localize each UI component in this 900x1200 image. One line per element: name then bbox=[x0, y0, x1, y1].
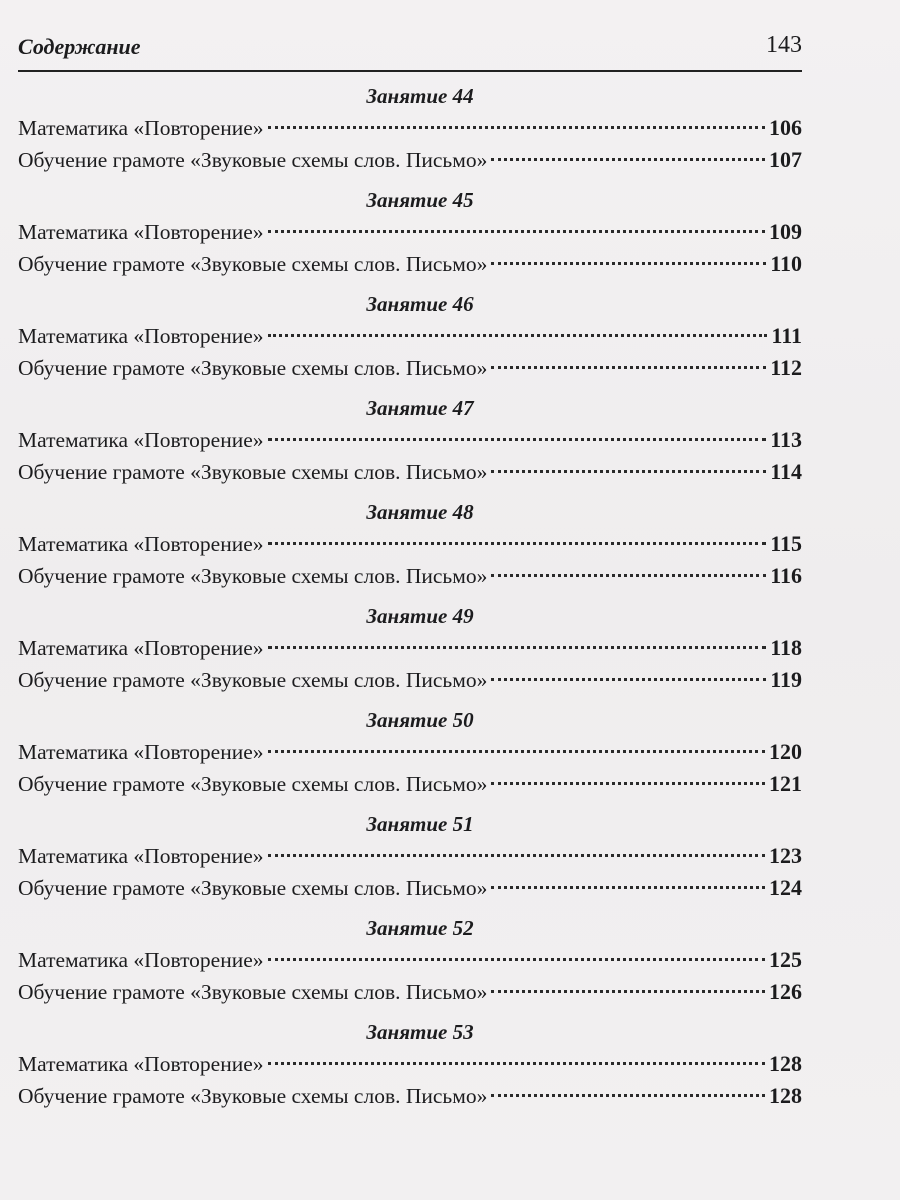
toc-entry-page: 112 bbox=[770, 355, 802, 380]
lesson-block bbox=[18, 912, 802, 1016]
toc-entry-page: 125 bbox=[769, 947, 802, 972]
toc-entry-page: 109 bbox=[769, 219, 802, 244]
toc-entry-page: 115 bbox=[770, 531, 802, 556]
table-of-contents bbox=[18, 80, 802, 1120]
toc-entry[interactable] bbox=[18, 248, 802, 280]
toc-entry-page: 113 bbox=[770, 427, 802, 452]
toc-entry-page: 121 bbox=[769, 771, 802, 796]
spacer bbox=[18, 800, 802, 808]
toc-entry-title: Математика «Повторение» bbox=[18, 532, 264, 556]
lesson-block bbox=[18, 600, 802, 704]
toc-entry[interactable] bbox=[18, 320, 802, 352]
toc-entry-page: 114 bbox=[770, 459, 802, 484]
toc-entry-title: Обучение грамоте «Звуковые схемы слов. Письмо» bbox=[18, 772, 488, 796]
toc-entry-title: Обучение грамоте «Звуковые схемы слов. Письмо» bbox=[18, 980, 488, 1004]
lesson-title: Занятие 51 bbox=[366, 812, 474, 836]
spacer bbox=[18, 1008, 802, 1016]
toc-entry-page: 107 bbox=[769, 147, 802, 172]
dot-leader bbox=[491, 886, 765, 889]
toc-entry-title: Обучение грамоте «Звуковые схемы слов. Письмо» bbox=[18, 1084, 488, 1108]
section-title: Содержание bbox=[18, 34, 141, 59]
toc-entry-title: Обучение грамоте «Звуковые схемы слов. Письмо» bbox=[18, 460, 488, 484]
toc-entry-title: Математика «Повторение» bbox=[18, 428, 264, 452]
dot-leader bbox=[491, 262, 766, 265]
lesson-title: Занятие 47 bbox=[366, 396, 474, 420]
lesson-title: Занятие 46 bbox=[366, 292, 474, 316]
dot-leader bbox=[491, 470, 766, 473]
toc-entry-page: 120 bbox=[769, 739, 802, 764]
toc-entry-page: 128 bbox=[769, 1051, 802, 1076]
toc-entry[interactable] bbox=[18, 840, 802, 872]
dot-leader bbox=[268, 334, 768, 337]
dot-leader bbox=[268, 646, 767, 649]
toc-entry-title: Математика «Повторение» bbox=[18, 116, 264, 140]
page-number: 143 bbox=[766, 32, 802, 58]
dot-leader bbox=[491, 1094, 765, 1097]
toc-entry[interactable] bbox=[18, 352, 802, 384]
toc-entry-title: Обучение грамоте «Звуковые схемы слов. Письмо» bbox=[18, 252, 488, 276]
lesson-block bbox=[18, 496, 802, 600]
toc-entry[interactable] bbox=[18, 944, 802, 976]
toc-entry-page: 110 bbox=[770, 251, 802, 276]
toc-entry-page: 128 bbox=[769, 1083, 802, 1108]
dot-leader bbox=[491, 990, 765, 993]
toc-entry-title: Обучение грамоте «Звуковые схемы слов. Письмо» bbox=[18, 876, 488, 900]
lesson-block bbox=[18, 808, 802, 912]
toc-entry-page: 119 bbox=[770, 667, 802, 692]
toc-entry-page: 116 bbox=[770, 563, 802, 588]
toc-entry-title: Обучение грамоте «Звуковые схемы слов. Письмо» bbox=[18, 148, 488, 172]
spacer bbox=[18, 488, 802, 496]
dot-leader bbox=[491, 782, 765, 785]
spacer bbox=[18, 384, 802, 392]
dot-leader bbox=[268, 126, 765, 129]
lesson-title: Занятие 45 bbox=[366, 188, 474, 212]
spacer bbox=[18, 696, 802, 704]
toc-entry-title: Математика «Повторение» bbox=[18, 740, 264, 764]
spacer bbox=[18, 280, 802, 288]
page-header bbox=[18, 30, 802, 72]
spacer bbox=[18, 904, 802, 912]
dot-leader bbox=[491, 678, 766, 681]
lesson-block bbox=[18, 704, 802, 808]
dot-leader bbox=[268, 230, 765, 233]
toc-entry[interactable] bbox=[18, 560, 802, 592]
spacer bbox=[18, 592, 802, 600]
toc-entry[interactable] bbox=[18, 144, 802, 176]
toc-entry[interactable] bbox=[18, 976, 802, 1008]
toc-entry-title: Обучение грамоте «Звуковые схемы слов. Письмо» bbox=[18, 356, 488, 380]
toc-entry-title: Обучение грамоте «Звуковые схемы слов. Письмо» bbox=[18, 668, 488, 692]
dot-leader bbox=[268, 1062, 765, 1065]
lesson-title: Занятие 44 bbox=[366, 84, 474, 108]
toc-entry[interactable] bbox=[18, 528, 802, 560]
toc-entry-page: 124 bbox=[769, 875, 802, 900]
toc-entry-page: 106 bbox=[769, 115, 802, 140]
toc-entry[interactable] bbox=[18, 424, 802, 456]
toc-entry-title: Математика «Повторение» bbox=[18, 1052, 264, 1076]
dot-leader bbox=[268, 854, 765, 857]
lesson-title: Занятие 50 bbox=[366, 708, 474, 732]
toc-entry[interactable] bbox=[18, 1048, 802, 1080]
dot-leader bbox=[268, 958, 765, 961]
toc-entry[interactable] bbox=[18, 632, 802, 664]
dot-leader bbox=[268, 438, 767, 441]
toc-entry-title: Математика «Повторение» bbox=[18, 844, 264, 868]
toc-entry-title: Математика «Повторение» bbox=[18, 324, 264, 348]
dot-leader bbox=[268, 542, 767, 545]
toc-entry[interactable] bbox=[18, 664, 802, 696]
toc-entry-page: 111 bbox=[771, 323, 802, 348]
toc-entry-page: 123 bbox=[769, 843, 802, 868]
lesson-block bbox=[18, 80, 802, 184]
toc-entry[interactable] bbox=[18, 736, 802, 768]
lesson-block bbox=[18, 1016, 802, 1120]
toc-entry[interactable] bbox=[18, 1080, 802, 1112]
toc-entry[interactable] bbox=[18, 768, 802, 800]
lesson-block bbox=[18, 184, 802, 288]
dot-leader bbox=[491, 574, 766, 577]
toc-entry[interactable] bbox=[18, 216, 802, 248]
lesson-title: Занятие 52 bbox=[366, 916, 474, 940]
toc-entry[interactable] bbox=[18, 456, 802, 488]
lesson-title: Занятие 48 bbox=[366, 500, 474, 524]
spacer bbox=[18, 1112, 802, 1120]
spacer bbox=[18, 176, 802, 184]
lesson-block bbox=[18, 288, 802, 392]
dot-leader bbox=[491, 158, 765, 161]
toc-entry[interactable] bbox=[18, 112, 802, 144]
toc-entry-title: Обучение грамоте «Звуковые схемы слов. Письмо» bbox=[18, 564, 488, 588]
toc-entry[interactable] bbox=[18, 872, 802, 904]
dot-leader bbox=[268, 750, 765, 753]
toc-entry-title: Математика «Повторение» bbox=[18, 636, 264, 660]
lesson-block bbox=[18, 392, 802, 496]
lesson-title: Занятие 53 bbox=[366, 1020, 474, 1044]
toc-entry-title: Математика «Повторение» bbox=[18, 948, 264, 972]
toc-entry-title: Математика «Повторение» bbox=[18, 220, 264, 244]
toc-entry-page: 126 bbox=[769, 979, 802, 1004]
toc-entry-page: 118 bbox=[770, 635, 802, 660]
dot-leader bbox=[491, 366, 766, 369]
lesson-title: Занятие 49 bbox=[366, 604, 474, 628]
